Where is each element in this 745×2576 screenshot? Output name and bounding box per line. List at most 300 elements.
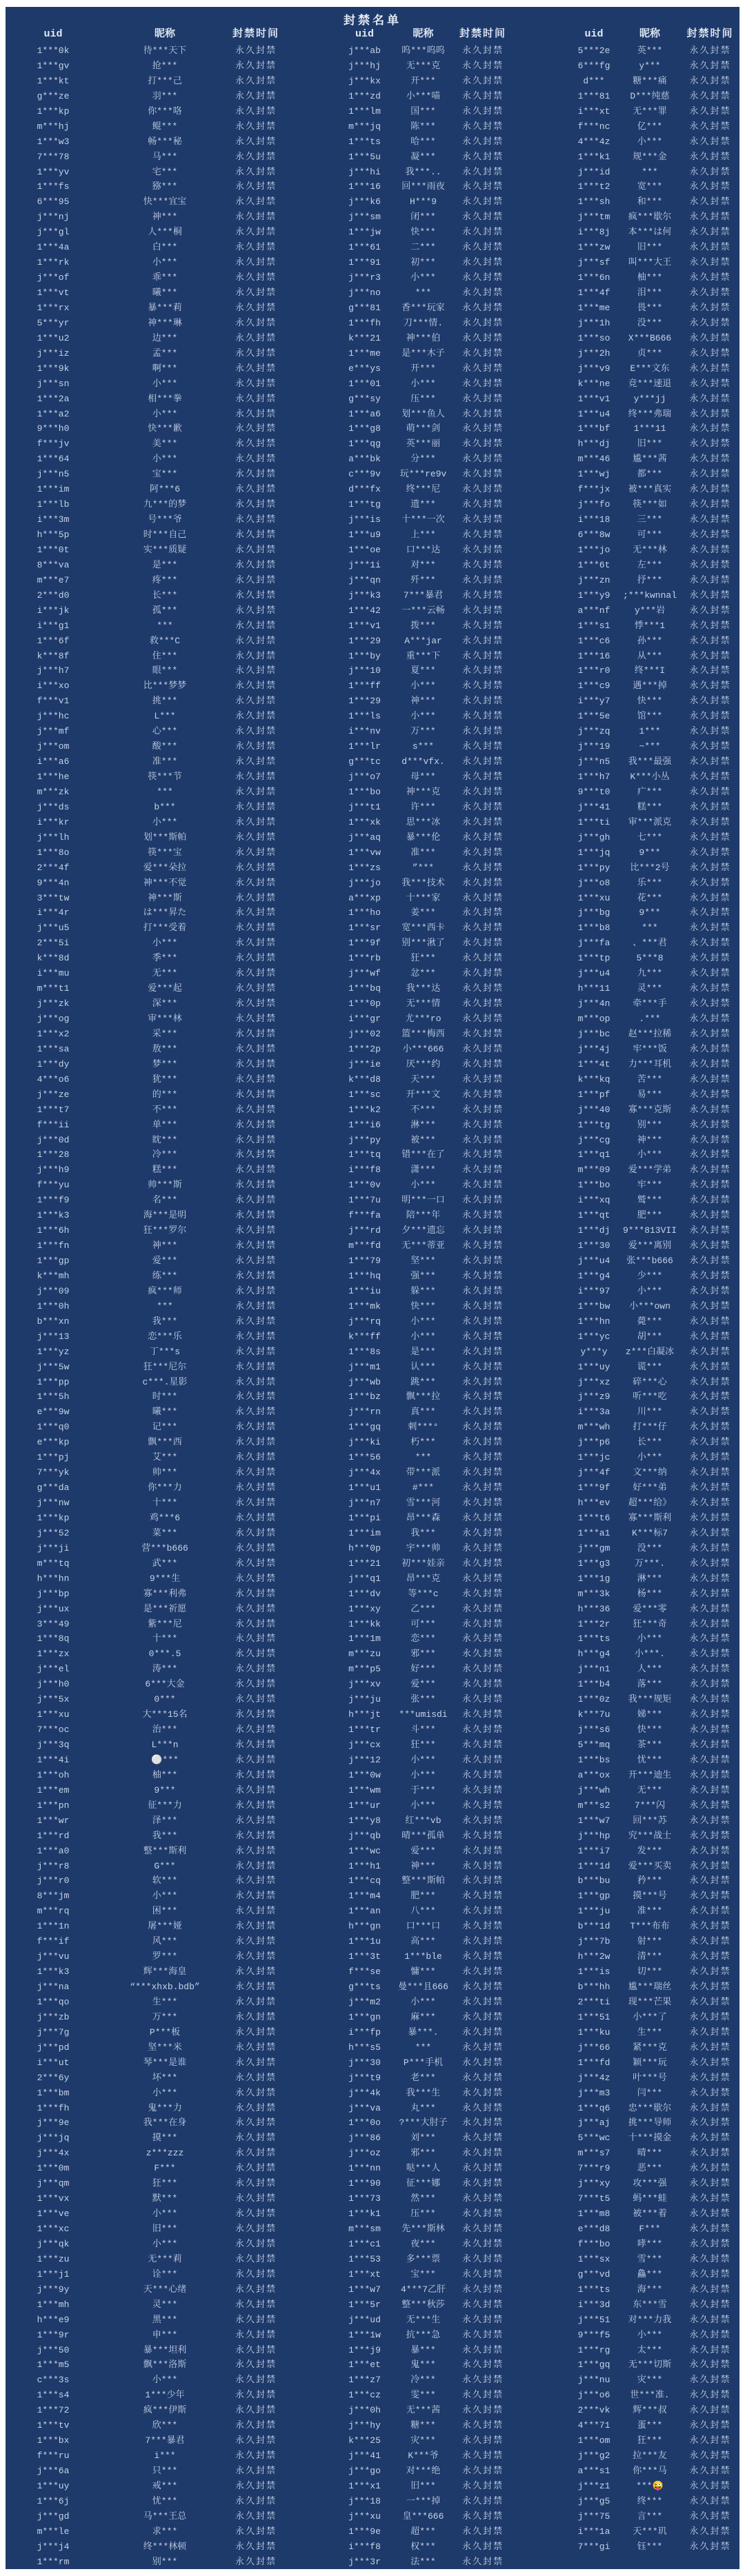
- table-row: [6, 634, 283, 649]
- ban-time-cell: 永久封禁: [689, 892, 731, 903]
- nickname-cell: 畏***: [637, 302, 663, 313]
- ban-table-left: [6, 7, 283, 2569]
- nickname-cell: 十***家: [406, 892, 441, 903]
- nickname-cell: 狂***: [410, 1740, 436, 1750]
- table-row: [338, 436, 510, 452]
- ban-time-cell: 永久封禁: [689, 2495, 731, 2506]
- ban-time-cell: 永久封禁: [689, 1754, 731, 1765]
- ban-time-cell: 永久封禁: [235, 2117, 277, 2129]
- nickname-cell: 小***own: [629, 1300, 670, 1311]
- ban-time-cell: 永久封禁: [235, 2435, 277, 2446]
- ban-time-cell: 永久封禁: [235, 393, 277, 404]
- uid-cell: 9***t0: [577, 786, 610, 797]
- uid-cell: j***r3: [348, 272, 381, 283]
- ban-time-cell: 永久封禁: [689, 1331, 731, 1342]
- nickname-cell: 十***一次: [401, 514, 445, 525]
- table-row: [6, 1541, 283, 1556]
- ban-time-cell: 永久封禁: [235, 1331, 277, 1342]
- table-row: [569, 436, 739, 452]
- uid-cell: j***xz: [577, 1376, 610, 1387]
- table-row: [6, 1208, 283, 1223]
- table-row: [569, 2282, 739, 2297]
- ban-time-cell: 永久封禁: [461, 711, 504, 722]
- uid-cell: j***cx: [348, 1740, 381, 1750]
- uid-cell: 6***fg: [577, 60, 610, 71]
- table-row: [6, 1480, 283, 1496]
- uid-cell: j***jo: [348, 877, 381, 888]
- uid-cell: j***q1: [348, 1573, 381, 1584]
- nickname-cell: 规***金: [633, 151, 667, 162]
- ban-time-cell: 永久封禁: [689, 1482, 731, 1493]
- nickname-cell: z***zzz: [146, 2148, 184, 2159]
- ban-time-cell: 永久封禁: [461, 696, 504, 707]
- nickname-cell: 冷***: [410, 2375, 436, 2386]
- uid-cell: 1***g8: [348, 423, 381, 434]
- uid-cell: j***ux: [37, 1603, 70, 1614]
- table-row: [569, 1238, 739, 1254]
- uid-cell: j***40: [577, 1104, 610, 1115]
- table-row: [6, 1556, 283, 1571]
- nickname-cell: 寡***克斯: [628, 1104, 672, 1115]
- table-row: [6, 1057, 283, 1072]
- ban-time-cell: 永久封禁: [235, 772, 277, 782]
- uid-cell: 1***a6: [348, 408, 381, 419]
- nickname-cell: 孟***: [152, 348, 178, 359]
- table-row: [569, 165, 739, 180]
- uid-cell: 2***6y: [37, 2072, 70, 2083]
- ban-time-cell: 永久封禁: [461, 1558, 504, 1569]
- nickname-cell: K***小丛: [630, 772, 670, 782]
- uid-cell: j***9e: [37, 2117, 70, 2129]
- ban-time-cell: 永久封禁: [689, 2435, 731, 2446]
- uid-cell: 1***pj: [37, 1452, 70, 1463]
- uid-cell: j***m2: [348, 1996, 381, 2007]
- uid-cell: 1***ts: [577, 2284, 610, 2295]
- nickname-cell: 谎***: [637, 1361, 663, 1372]
- uid-cell: m***sm: [348, 2224, 381, 2234]
- table-row: [569, 210, 739, 225]
- uid-cell: 5***yr: [37, 317, 70, 328]
- uid-cell: 1***kt: [37, 75, 70, 86]
- ban-time-cell: 永久封禁: [461, 1573, 504, 1584]
- ban-time-cell: 永久封禁: [461, 499, 504, 510]
- ban-time-cell: 永久封禁: [235, 574, 277, 585]
- uid-cell: 1***om: [577, 2435, 610, 2446]
- uid-cell: 1***4a: [37, 242, 70, 253]
- ban-time-cell: 永久封禁: [689, 378, 731, 389]
- ban-time-cell: 永久封禁: [689, 1603, 731, 1614]
- ban-time-cell: 永久封禁: [689, 1074, 731, 1085]
- table-row: [569, 1662, 739, 1677]
- uid-cell: j***z1: [577, 2480, 610, 2491]
- uid-cell: i***kr: [37, 816, 70, 827]
- ban-time-cell: 永久封禁: [235, 121, 277, 132]
- ban-time-cell: 永久封禁: [689, 983, 731, 994]
- nickname-cell: 治***: [152, 1724, 178, 1735]
- uid-cell: j***rn: [348, 1407, 381, 1418]
- nickname-cell: 困***: [152, 1906, 178, 1917]
- ban-time-cell: 永久封禁: [461, 1074, 504, 1085]
- uid-cell: j***9y: [37, 2284, 70, 2295]
- uid-cell: j***51: [577, 2314, 610, 2325]
- nickname-cell: 爱***: [410, 1845, 436, 1856]
- ban-time-cell: 永久封禁: [461, 197, 504, 208]
- nickname-cell: 小***: [410, 1754, 436, 1765]
- ban-time-cell: 永久封禁: [689, 1467, 731, 1478]
- table-row: [338, 1465, 510, 1480]
- table-row: [6, 861, 283, 876]
- nickname-cell: 忧***: [637, 1754, 663, 1765]
- ban-time-cell: 永久封禁: [461, 2435, 504, 2446]
- uid-cell: 1***9f: [348, 938, 381, 949]
- ban-time-cell: 永久封禁: [689, 2042, 731, 2053]
- table-row: [338, 2146, 510, 2161]
- uid-cell: 1***3t: [348, 1951, 381, 1962]
- nickname-cell: 整***斯帕: [401, 1875, 445, 1886]
- uid-cell: h***jt: [348, 1709, 381, 1720]
- ban-time-cell: 永久封禁: [235, 1603, 277, 1614]
- uid-cell: j***5w: [37, 1361, 70, 1372]
- ban-time-cell: 永久封禁: [235, 2359, 277, 2371]
- ban-time-cell: 永久封禁: [235, 423, 277, 434]
- table-row: [569, 1980, 739, 1995]
- ban-time-cell: 永久封禁: [689, 1180, 731, 1191]
- table-row: [6, 179, 283, 194]
- ban-time-cell: 永久封禁: [689, 348, 731, 359]
- table-row: [338, 663, 510, 678]
- table-row: [569, 2161, 739, 2176]
- nickname-cell: 矜***: [637, 1875, 663, 1886]
- uid-cell: j***xu: [348, 2510, 381, 2522]
- uid-cell: 1***oe: [348, 544, 381, 555]
- table-row: [338, 1450, 510, 1465]
- table-row: [569, 316, 739, 331]
- nickname-cell: 是***木子: [401, 348, 445, 359]
- uid-cell: h***e9: [37, 2314, 70, 2325]
- nickname-cell: 花***: [637, 892, 663, 903]
- table-row: [6, 1360, 283, 1375]
- table-row: [569, 1995, 739, 2010]
- uid-cell: m***p5: [348, 1664, 381, 1675]
- table-row: [338, 376, 510, 392]
- uid-cell: 4***4z: [577, 136, 610, 147]
- ban-time-cell: 永久封禁: [461, 1467, 504, 1478]
- table-row: [6, 240, 283, 255]
- table-row: [338, 2373, 510, 2388]
- nickname-cell: 萌***剑: [406, 423, 441, 434]
- uid-cell: 1***6t: [577, 559, 610, 570]
- table-row: [338, 2222, 510, 2237]
- ban-time-cell: 永久封禁: [461, 953, 504, 964]
- ban-time-cell: 永久封禁: [461, 363, 504, 374]
- uid-cell: j***tm: [577, 212, 610, 223]
- ban-time-cell: 永久封禁: [461, 590, 504, 601]
- uid-cell: i***g1: [37, 620, 70, 631]
- table-row: [6, 1147, 283, 1163]
- uid-cell: 1***a0: [37, 1845, 70, 1856]
- ban-time-cell: 永久封禁: [461, 2541, 504, 2552]
- table-row: [338, 724, 510, 739]
- table-row: [338, 1647, 510, 1662]
- uid-cell: 1***f9: [37, 1195, 70, 1206]
- table-row: [338, 1012, 510, 1027]
- ban-time-cell: 永久封禁: [689, 635, 731, 646]
- nickname-cell: 神***琳: [148, 317, 182, 328]
- uid-cell: m***wh: [577, 1422, 610, 1433]
- table-row: [338, 1087, 510, 1103]
- ban-time-cell: 永久封禁: [689, 1346, 731, 1357]
- table-row: [569, 1798, 739, 1813]
- nickname-cell: 神***: [152, 212, 178, 223]
- table-row: [6, 2146, 283, 2161]
- nickname-cell: 只***: [152, 2466, 178, 2476]
- nickname-cell: 练***: [152, 1270, 178, 1281]
- uid-cell: 1***ff: [348, 681, 381, 692]
- uid-cell: 1***hq: [348, 1270, 381, 1281]
- nickname-cell: 十***摸金: [628, 2133, 672, 2144]
- table-row: [6, 2161, 283, 2176]
- uid-cell: 7***gi: [577, 2541, 610, 2552]
- nickname-cell: 划***斯帕: [143, 832, 187, 843]
- ban-time-cell: 永久封禁: [235, 559, 277, 570]
- uid-cell: j***zb: [37, 2011, 70, 2022]
- nickname-cell: 快***: [410, 1300, 436, 1311]
- table-row: [338, 996, 510, 1012]
- uid-cell: m***hj: [37, 121, 70, 132]
- ban-time-cell: 永久封禁: [689, 1270, 731, 1281]
- table-row: [338, 150, 510, 165]
- uid-cell: 1***bx: [37, 2435, 70, 2446]
- ban-time-cell: 永久封禁: [235, 1618, 277, 1629]
- table-row: [569, 2267, 739, 2282]
- table-row: [569, 392, 739, 407]
- ban-time-cell: 永久封禁: [689, 1633, 731, 1644]
- nickname-cell: 忿***: [410, 968, 436, 979]
- ban-time-cell: 永久封禁: [461, 1784, 504, 1795]
- table-row: [6, 905, 283, 920]
- table-row: [338, 1269, 510, 1284]
- uid-cell: 8***jm: [37, 1891, 70, 1902]
- uid-cell: m***le: [37, 2526, 70, 2537]
- ban-time-cell: 永久封禁: [235, 332, 277, 343]
- uid-cell: j***o7: [348, 772, 381, 782]
- ban-time-cell: 永久封禁: [461, 2390, 504, 2401]
- ban-time-cell: 永久封禁: [235, 46, 277, 56]
- uid-cell: y***y: [580, 1346, 608, 1357]
- nickname-cell: 1***: [639, 726, 661, 737]
- nickname-cell: 4***7乙肝: [400, 2284, 446, 2295]
- uid-cell: g***81: [348, 302, 381, 313]
- uid-cell: j***qb: [348, 1830, 381, 1841]
- nickname-cell: 雪***: [637, 2253, 663, 2264]
- nickname-cell: 无***切斯: [628, 2359, 672, 2371]
- uid-cell: 1***ju: [577, 1906, 610, 1917]
- nickname-cell: 小***: [152, 2375, 178, 2386]
- table-row: [6, 1617, 283, 1632]
- table-row: [338, 876, 510, 891]
- nickname-cell: 海***: [637, 2284, 663, 2295]
- nickname-cell: 帅***斯: [148, 1180, 182, 1191]
- ban-time-cell: 永久封禁: [689, 2224, 731, 2234]
- uid-cell: 9***f5: [577, 2329, 610, 2340]
- ban-time-cell: 永久封禁: [235, 1149, 277, 1160]
- uid-cell: j***1i: [348, 559, 381, 570]
- ban-time-cell: 永久封禁: [689, 2148, 731, 2159]
- table-row: [338, 2252, 510, 2267]
- nickname-cell: 陈***: [410, 121, 436, 132]
- nickname-cell: F***: [639, 2224, 661, 2234]
- table-row: [6, 285, 283, 301]
- nickname-cell: 孙***: [637, 635, 663, 646]
- uid-cell: 1***72: [37, 2405, 70, 2416]
- table-row: [338, 1768, 510, 1783]
- uid-cell: 1***9k: [37, 363, 70, 374]
- nickname-cell: ***: [415, 2042, 432, 2053]
- ban-time-cell: 永久封禁: [689, 1149, 731, 1160]
- uid-cell: 1***vw: [348, 847, 381, 858]
- uid-cell: 1***im: [37, 484, 70, 495]
- ban-time-cell: 永久封禁: [461, 1921, 504, 1932]
- uid-cell: m***s7: [577, 2148, 610, 2159]
- nickname-cell: 开***迪生: [628, 1769, 672, 1780]
- nickname-cell: 阿***6: [149, 484, 181, 495]
- nickname-cell: 你***马: [633, 2466, 667, 2476]
- nickname-cell: 被***着: [633, 2208, 667, 2220]
- uid-cell: 1***y9: [577, 590, 610, 601]
- table-row: [338, 1375, 510, 1390]
- nickname-cell: 艾***: [152, 1452, 178, 1463]
- nickname-cell: は***昇た: [143, 907, 187, 918]
- nickname-cell: 风***: [152, 1936, 178, 1947]
- uid-cell: 1***qg: [348, 439, 381, 450]
- nickname-cell: 丁***s: [149, 1346, 181, 1357]
- uid-cell: d***: [583, 75, 605, 86]
- ban-time-cell: 永久封禁: [235, 75, 277, 86]
- ban-time-cell: 永久封禁: [461, 544, 504, 555]
- nickname-cell: 遇***掉: [633, 681, 667, 692]
- uid-cell: 1***zd: [348, 90, 381, 101]
- nickname-cell: 小***: [410, 681, 436, 692]
- ban-time-cell: 永久封禁: [235, 2495, 277, 2506]
- uid-cell: 1***h1: [348, 1860, 381, 1871]
- table-row: [569, 1480, 739, 1496]
- uid-cell: 1***gn: [348, 2011, 381, 2022]
- table-row: [569, 815, 739, 830]
- nickname-cell: 5***8: [636, 953, 664, 964]
- uid-cell: a***bk: [348, 454, 381, 465]
- ban-time-cell: 永久封禁: [461, 2405, 504, 2416]
- uid-cell: 1***k1: [348, 2208, 381, 2220]
- table-row: [338, 1420, 510, 1435]
- nickname-cell: i***: [154, 2451, 176, 2462]
- uid-cell: 1***an: [348, 1906, 381, 1917]
- table-row: [338, 769, 510, 785]
- nickname-cell: 鱻***: [637, 2268, 663, 2280]
- uid-cell: 1***t7: [37, 1104, 70, 1115]
- table-row: [338, 1722, 510, 1738]
- ban-time-cell: 永久封禁: [461, 2510, 504, 2522]
- uid-cell: j***qk: [37, 2238, 70, 2249]
- nickname-cell: 爱***起: [148, 983, 182, 994]
- table-row: [569, 1254, 739, 1269]
- nickname-cell: .***: [639, 1014, 661, 1024]
- table-row: [569, 1072, 739, 1087]
- ban-time-cell: 永久封禁: [235, 514, 277, 525]
- nickname-cell: 无***: [152, 968, 178, 979]
- ban-time-cell: 永久封禁: [689, 2375, 731, 2386]
- uid-cell: j***r0: [37, 1875, 70, 1886]
- ban-time-cell: 永久封禁: [689, 1104, 731, 1115]
- uid-cell: 1***c9: [577, 681, 610, 692]
- uid-cell: j***cg: [577, 1134, 610, 1145]
- ban-time-cell: 永久封禁: [689, 1860, 731, 1871]
- ban-time-cell: 永久封禁: [235, 590, 277, 601]
- uid-cell: f***if: [37, 1936, 70, 1947]
- table-row: [338, 392, 510, 407]
- ban-time-cell: 永久封禁: [689, 1966, 731, 1978]
- nickname-cell: 陪***年: [406, 1210, 441, 1221]
- ban-time-cell: 永久封禁: [235, 2224, 277, 2234]
- nickname-cell: 坏***: [152, 2072, 178, 2083]
- ban-time-cell: 永久封禁: [461, 212, 504, 223]
- ban-time-cell: 永久封禁: [235, 1134, 277, 1145]
- nickname-cell: 旧***: [410, 2480, 436, 2491]
- nickname-cell: 没***: [637, 1542, 663, 1553]
- uid-cell: 7***t5: [577, 2193, 610, 2204]
- ban-list-panel: [6, 7, 739, 2569]
- uid-cell: j***bc: [577, 1028, 610, 1039]
- nickname-cell: 7***闪: [634, 1800, 666, 1811]
- table-row: [338, 2539, 510, 2555]
- uid-cell: 1***01: [348, 378, 381, 389]
- ban-time-cell: 永久封禁: [689, 2526, 731, 2537]
- uid-cell: i***a6: [37, 756, 70, 767]
- uid-cell: j***30: [348, 2057, 381, 2068]
- ban-time-cell: 永久封禁: [235, 2057, 277, 2068]
- table-row: [6, 2313, 283, 2328]
- ban-time-cell: 永久封禁: [689, 1769, 731, 1780]
- uid-cell: 7***78: [37, 151, 70, 162]
- uid-cell: 7***yk: [37, 1467, 70, 1478]
- table-row: [6, 1904, 283, 1919]
- uid-cell: j***fo: [577, 499, 610, 510]
- nickname-cell: 坚***: [410, 1256, 436, 1266]
- ban-time-cell: 永久封禁: [235, 1498, 277, 1508]
- table-row: [6, 1375, 283, 1390]
- table-row: [338, 2101, 510, 2116]
- nickname-cell: 征***力: [148, 1800, 182, 1811]
- table-row: [569, 1738, 739, 1753]
- uid-cell: j***7b: [577, 1936, 610, 1947]
- ban-time-cell: 永久封禁: [461, 2193, 504, 2204]
- table-row: [338, 1692, 510, 1707]
- ban-time-cell: 永久封禁: [689, 559, 731, 570]
- table-row: [338, 482, 510, 497]
- table-row: [338, 1873, 510, 1889]
- uid-cell: 6***95: [37, 197, 70, 208]
- uid-cell: j***v9: [577, 363, 610, 374]
- uid-cell: 1***zx: [37, 1649, 70, 1660]
- uid-cell: m***jq: [348, 121, 381, 132]
- ban-time-cell: 永久封禁: [461, 90, 504, 101]
- ban-time-cell: 永久封禁: [461, 2329, 504, 2340]
- uid-cell: j***xy: [577, 2178, 610, 2189]
- table-row: [6, 678, 283, 694]
- ban-time-cell: 永久封禁: [461, 1195, 504, 1206]
- table-row: [338, 709, 510, 724]
- ban-time-cell: 永久封禁: [689, 574, 731, 585]
- nickname-cell: 言***: [637, 2510, 663, 2522]
